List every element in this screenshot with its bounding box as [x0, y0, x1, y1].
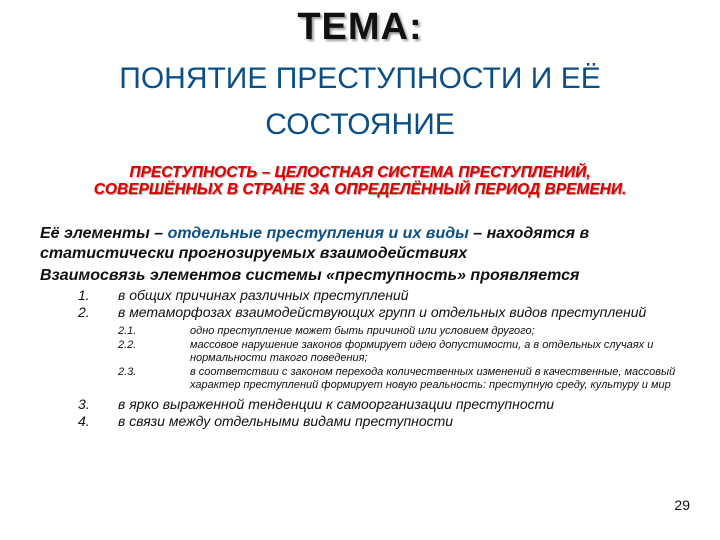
- sub-list-item-number: 2.3.: [118, 366, 137, 378]
- list-item-text: в связи между отдельными видами преступности: [118, 413, 454, 429]
- list-item: [78, 287, 698, 304]
- elements-rest: – находятся в статистически прогнозируемых взаимодействиях: [40, 225, 590, 262]
- sub-list-item: [118, 325, 698, 338]
- definition-line-2: СОВЕРШЁННЫХ В СТРАНЕ ЗА ОПРЕДЕЛЁННЫЙ ПЕРИОД ВРЕМЕНИ.: [93, 181, 627, 198]
- elements-lead: Её элементы –: [40, 225, 168, 242]
- list-item-number: 4.: [78, 413, 90, 429]
- slide-title-line-2: СОСТОЯНИЕ: [265, 108, 455, 141]
- relation-paragraph: Взаимосвязь элементов системы «преступность» проявляется: [40, 267, 580, 284]
- elements-highlight: отдельные преступления и их виды: [167, 225, 469, 242]
- definition-line-1: ПРЕСТУПНОСТЬ – ЦЕЛОСТНАЯ СИСТЕМА ПРЕСТУПЛЕНИЙ,: [129, 164, 591, 181]
- numbered-list: [78, 287, 698, 430]
- list-item-number: 2.: [78, 304, 90, 320]
- list-item: [78, 396, 698, 413]
- sub-list-item: [118, 339, 698, 365]
- list-item: [78, 413, 698, 430]
- page-number: 29: [674, 497, 690, 513]
- sub-list-item-number: 2.1.: [118, 325, 137, 337]
- sub-list-item: [118, 366, 698, 392]
- sub-list: [118, 325, 698, 392]
- list-item-number: 3.: [78, 396, 90, 412]
- slide-title: [0, 56, 720, 148]
- list-item-text: в метаморфозах взаимодействующих групп и отдельных видов преступлений: [118, 304, 647, 320]
- sub-list-item-text: массовое нарушение законов формирует идею допустимости, а в отдельных случаях и нормальности такого поведения;: [190, 339, 654, 364]
- topic-heading: ТЕМА:: [297, 6, 423, 48]
- sub-list-item-number: 2.2.: [118, 339, 137, 351]
- list-item: [78, 304, 698, 321]
- slide-title-line-1: ПОНЯТИЕ ПРЕСТУПНОСТИ И ЕЁ: [119, 62, 601, 95]
- definition: [50, 164, 670, 198]
- list-item-number: 1.: [78, 287, 90, 303]
- elements-paragraph: [40, 224, 695, 264]
- list-item-text: в ярко выраженной тенденции к самоорганизации преступности: [118, 396, 555, 412]
- sub-list-item-text: в соответствии с законом перехода количественных изменений в качественные, массовый характер преступлений формирует новую реальность: преступную среду, культуру и мир: [190, 366, 676, 391]
- sub-list-item-text: одно преступление может быть причиной или условием другого;: [190, 325, 535, 337]
- list-item-text: в общих причинах различных преступлений: [118, 287, 409, 303]
